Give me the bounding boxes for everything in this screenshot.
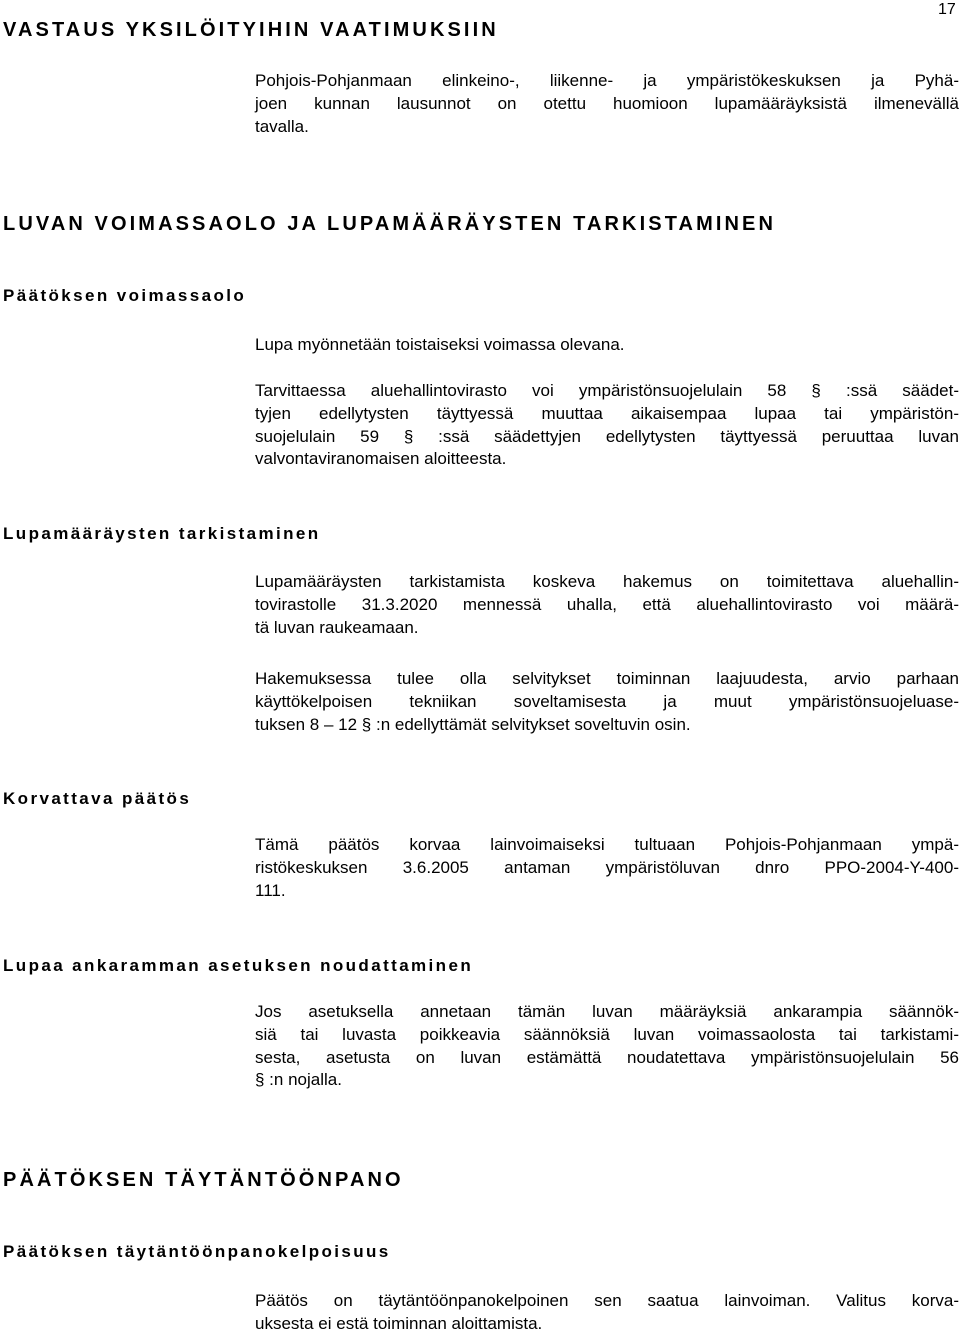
text-line: tuksen 8 – 12 § :n edellyttämät selvitykset soveltuvin osin. <box>255 714 691 734</box>
subheading-paatoksen-voimassaolo: Päätöksen voimassaolo <box>3 286 247 305</box>
paragraph-lupa-voimassa <box>255 334 959 357</box>
subheading-korvattava-paatos: Korvattava päätös <box>3 789 192 808</box>
section-heading-taytantoonpano: PÄÄTÖKSEN TÄYTÄNTÖÖNPANO <box>3 1169 404 1191</box>
text-line: tyjen edellytysten täyttyessä muuttaa aikaisempaa lupaa tai ympäristön- <box>255 403 959 423</box>
paragraph-taytantoonpanokelpoinen <box>255 1290 959 1336</box>
text-line: Lupamääräysten tarkistamista koskeva hakemus on toimitettava aluehallin- <box>255 572 959 591</box>
subheading-lupamaaraysten-tarkistaminen: Lupamääräysten tarkistaminen <box>3 524 321 543</box>
text-line: § :n nojalla. <box>255 1070 342 1090</box>
text-line: käyttökelpoisen tekniikan soveltamisesta ja muut ympäristönsuojeluase- <box>255 691 959 711</box>
text-line: Tämä päätös korvaa lainvoimaiseksi tultuaan Pohjois-Pohjanmaan ympä- <box>255 835 959 854</box>
paragraph-lausunnot <box>255 70 959 138</box>
paragraph-hakemuksessa <box>255 668 959 736</box>
paragraph-asetus <box>255 1001 959 1092</box>
text-line: Lupa myönnetään toistaiseksi voimassa olevana. <box>255 335 625 354</box>
text-line: Tarvittaessa aluehallintovirasto voi ympäristönsuojelulain 58 § :ssä säädet- <box>255 381 959 400</box>
paragraph-tarkistamishakemus <box>255 571 959 639</box>
paragraph-korvattava <box>255 834 959 902</box>
text-line: Pohjois-Pohjanmaan elinkeino-, liikenne- ja ympäristökeskuksen ja Pyhä- <box>255 71 959 90</box>
text-line: tavalla. <box>255 116 309 136</box>
text-line: siä tai luvasta poikkeavia säännöksiä luvan voimassaolosta tai tarkistami- <box>255 1024 959 1044</box>
text-line: Jos asetuksella annetaan tämän luvan määräyksiä ankarampia säännök- <box>255 1002 959 1021</box>
text-line: Hakemuksessa tulee olla selvitykset toiminnan laajuudesta, arvio parhaan <box>255 669 959 688</box>
text-line: tovirastolle 31.3.2020 mennessä uhalla, että aluehallintovirasto voi määrä- <box>255 594 959 614</box>
text-line: ristökeskuksen 3.6.2005 antaman ympäristöluvan dnro PPO-2004-Y-400- <box>255 857 959 877</box>
text-line: suojelulain 59 § :ssä säädettyjen edellytysten täyttyessä peruuttaa luvan <box>255 426 959 446</box>
section-heading-voimassaolo: LUVAN VOIMASSAOLO JA LUPAMÄÄRÄYSTEN TARKISTAMINEN <box>3 213 777 235</box>
text-line: Päätös on täytäntöönpanokelpoinen sen saatua lainvoiman. Valitus korva- <box>255 1291 959 1310</box>
page-number: 17 <box>938 1 956 18</box>
text-line: sesta, asetusta on luvan estämättä noudatettava ympäristönsuojelulain 56 <box>255 1047 959 1067</box>
text-line: valvontaviranomaisen aloitteesta. <box>255 449 507 469</box>
section-heading-vastaus: VASTAUS YKSILÖITYIHIN VAATIMUKSIIN <box>3 19 499 41</box>
paragraph-tarvittaessa <box>255 380 959 471</box>
text-line: 111. <box>255 880 286 900</box>
text-line: joen kunnan lausunnot on otettu huomioon lupamääräyksistä ilmenevällä <box>255 93 959 113</box>
text-line: uksesta ei estä toiminnan aloittamista. <box>255 1313 543 1333</box>
text-line: tä luvan raukeamaan. <box>255 617 419 637</box>
subheading-ankaramman-asetuksen: Lupaa ankaramman asetuksen noudattaminen <box>3 956 474 975</box>
subheading-taytantoonpanokelpoisuus: Päätöksen täytäntöönpanokelpoisuus <box>3 1242 391 1261</box>
